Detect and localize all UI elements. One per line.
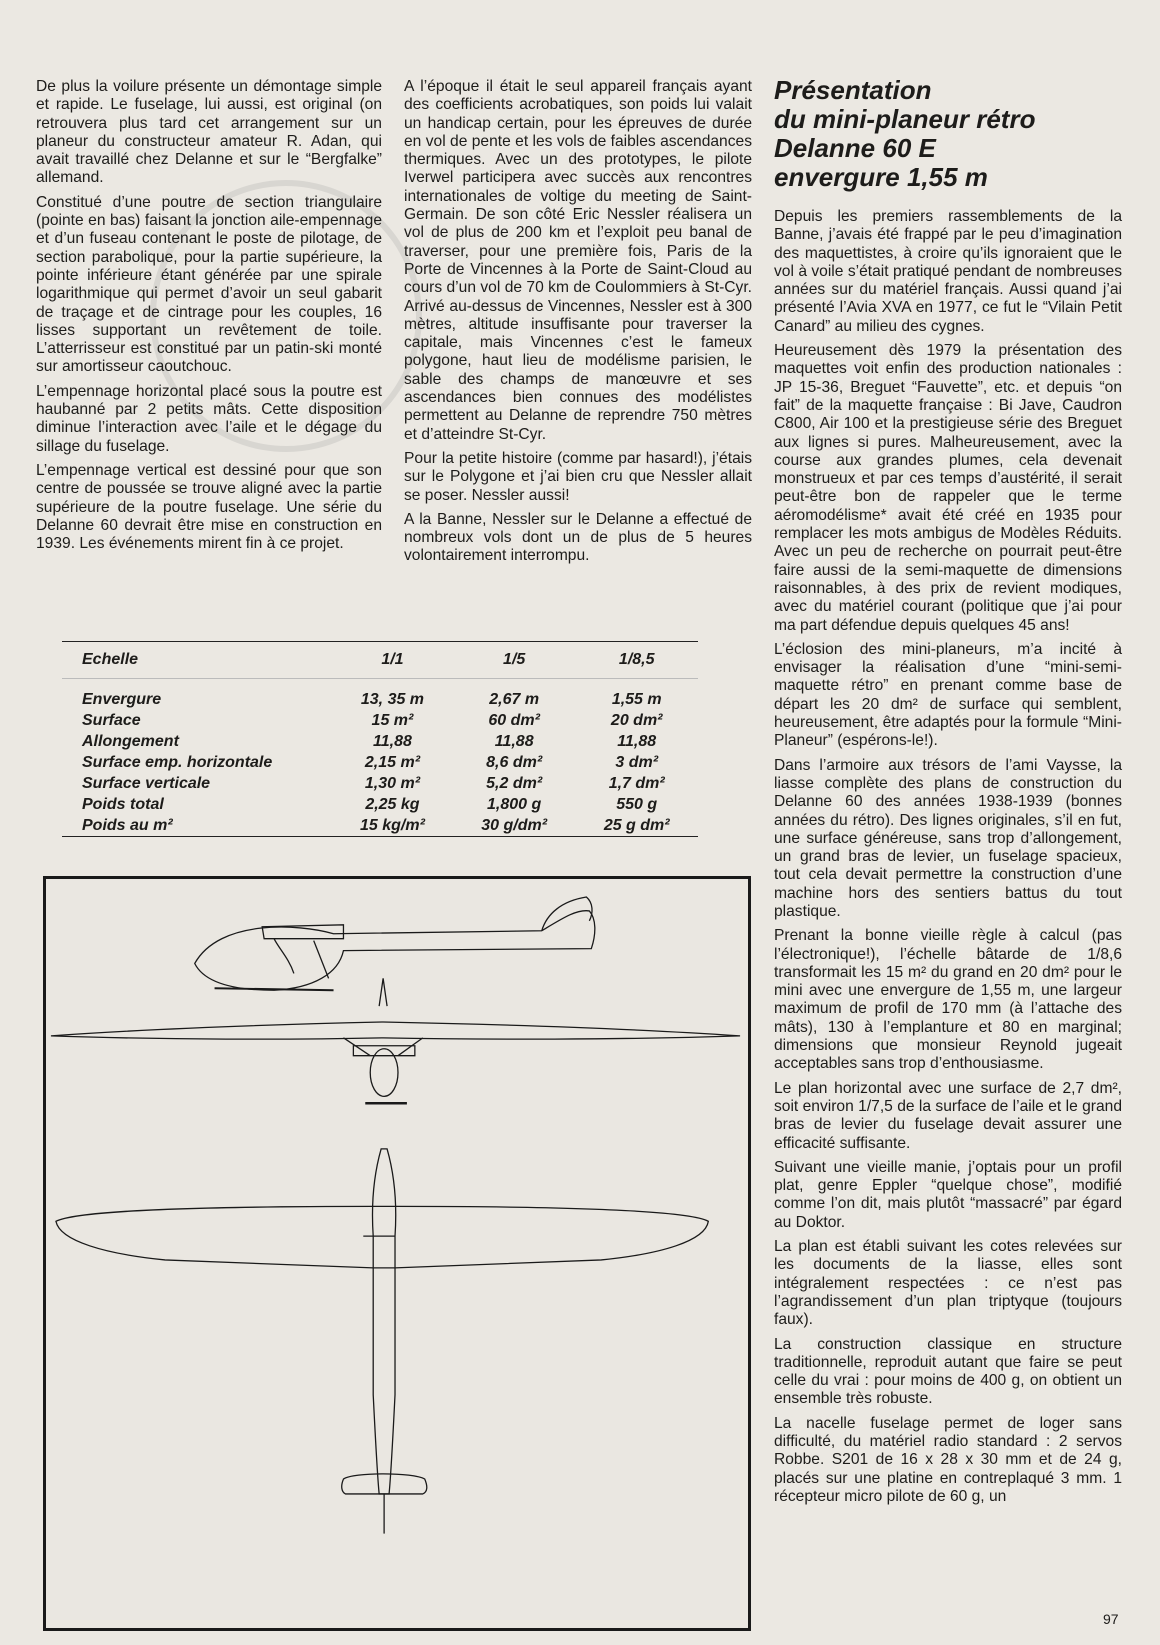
table-cell: 2,15 m² <box>364 753 421 771</box>
paragraph: Heureusement dès 1979 la présentation des maquettes voit enfin des production nationales : JP 15-36, Breguet “Fauvette”, etc. et depuis “on fait” de la maquette française : Bi Jave, Caudron C800, Air 100 et la prestigieuse série des Breguet aux lignes si pures. Malheureusement, avec la course aux grandes plumes, cela devenait monstrueux et par ces temps d’austérité, il serait peut-être bon de rappeler que le terme aéromodélisme* avait été créé en 1935 pour remplacer les mots ambigus de Modèles Réduits. Avec un peu de recherche on pourrait peut-être faire aussi de la semi-maquette de dimensions raisonnables, à des prix de revient modiques, avec du matériel courant (politique que j’ai pour ma part défendue depuis quelques 45 ans! <box>774 342 1122 634</box>
paragraph: De plus la voilure présente un démontage simple et rapide. Le fuselage, lui aussi, est original (on retrouvera plus tard cet arrangement sur un planeur du constructeur amateur R. Adan, qui avait travaillé chez Delanne et sur le “Bergfalke” allemand. <box>36 78 382 187</box>
paragraph: Pour la petite histoire (comme par hasard!), j’étais sur le Polygone et j’ai bien cru que Nessler allait se poser. Nessler aussi! <box>404 449 752 504</box>
top-view <box>56 1149 708 1534</box>
table-cell: 8,6 dm² <box>486 753 543 771</box>
paragraph: Prenant la bonne vieille règle à calcul (pas l’électronique!), l’échelle bâtarde de 1/8,6 transformait les 15 m² du grand en 20 dm² pour le mini avec une envergure de 1,55 m, une largeur maximum de profil de 170 mm (à l’attache des mâts), 130 à l’emplanture et 80 en marginal; dimensions que monsieur Reynold jugeait acceptables sans trop d’enthousiasme. <box>774 927 1122 1073</box>
paragraph: Depuis les premiers rassemblements de la Banne, j’avais été frappé par le peu d’imagination des maquettistes, à croire qu’ils ignoraient que le vol à voile s’était pratiqué pendant de nombreuses années sur du matériel français. Aussi quand j’ai présenté l’Avia XVA en 1977, ce fut le “Vilain Petit Canard” au milieu des cygnes. <box>774 208 1122 335</box>
table-header-cell: 1/5 <box>453 642 576 679</box>
text-column-1 <box>36 78 382 559</box>
table-row <box>62 731 698 752</box>
table-cell: 25 g dm² <box>603 816 670 834</box>
table-cell: 1,55 m <box>611 690 662 708</box>
table-row <box>62 679 698 711</box>
paragraph: La plan est établi suivant les cotes relevées sur les documents de la liasse, elles sont intégralement respectées : ce n’est pas l’agrandissement d’un plan triptyque (toujours faux). <box>774 1238 1122 1329</box>
table-cell: 550 g <box>616 795 658 813</box>
table-cell: 3 dm² <box>615 753 659 771</box>
table-row <box>62 710 698 731</box>
table-header-cell: 1/1 <box>332 642 453 679</box>
table-header-cell: 1/8,5 <box>575 642 698 679</box>
table-row <box>62 815 698 836</box>
table-cell: 20 dm² <box>610 711 663 729</box>
table-cell: 11,88 <box>373 732 412 750</box>
table-cell: 1,800 g <box>487 795 542 813</box>
title-line: Delanne 60 E <box>774 133 936 163</box>
specifications-table <box>62 641 698 837</box>
table-cell: 1,30 m² <box>364 774 421 792</box>
paragraph: L’empennage vertical est dessiné pour que son centre de poussée se trouve aligné avec la partie supérieure de la poutre fuselage. Une série du Delanne 60 devrait être mise en construction en 1939. Les événements mirent fin à ce projet. <box>36 461 382 553</box>
paragraph: A l’époque il était le seul appareil français ayant des coefficients acrobatiques, son poids lui valait un handicap certain, pour les épreuves de durée en vol de pente et les vols de faibles ascendances thermiques. Avec un des prototypes, le pilote Iverwel participera avec succès aux rencontres internationales de voltige du meeting de Saint-Germain. De son côté Eric Nessler réalisera un vol de plus de 200 km et l’exploit peu banal de traverser, pour une première fois, Paris de la Porte de Vincennes à la Porte de Saint-Cloud au cours d’un vol de 70 km de Coulommiers à St-Cyr. Arrivé au-dessus de Vincennes, Nessler est à 300 mètres, altitude insuffisante pour traverser la capitale, mais Vincennes c’est le fameux polygone, haut lieu de modélisme parisien, le sable des champs de manœuvre et ses ascendances bien connues des modélistes permettent au Delanne de reprendre 750 mètres et d’atteindre St-Cyr. <box>404 78 752 443</box>
table-cell: Surface verticale <box>82 774 211 792</box>
table-cell: Envergure <box>82 690 162 708</box>
table-row <box>62 773 698 794</box>
table-cell: 2,25 kg <box>365 795 420 813</box>
paragraph: L’empennage horizontal placé sous la poutre est haubanné par 2 petits mâts. Cette disposition diminue l’interaction avec l’aile et le dégage du sillage du fuselage. <box>36 382 382 455</box>
table-cell: 13, 35 m <box>360 690 425 708</box>
article-title <box>774 76 1134 192</box>
title-line: envergure 1,55 m <box>774 162 988 192</box>
table-cell: Poids total <box>82 795 164 813</box>
table-row <box>62 794 698 815</box>
table-row <box>62 752 698 773</box>
paragraph: Dans l’armoire aux trésors de l’ami Vaysse, la liasse complète des plans de construction du Delanne 60 des années 1938-1939 (bonnes années du rétro). Des lignes originales, s’il en fut, une surface généreuse, sans trop d’allongement, un grand bras de levier, un fuselage spacieux, tout cela devait permettre la construction d’une machine hors des sentiers battus du tout plastique. <box>774 756 1122 920</box>
table-header-row <box>62 642 698 679</box>
text-column-3 <box>774 208 1122 1512</box>
text-column-2 <box>404 78 752 572</box>
table-cell: 15 kg/m² <box>359 816 425 834</box>
table-cell: 5,2 dm² <box>486 774 543 792</box>
paragraph: Constitué d’une poutre de section triangulaire (pointe en bas) faisant la jonction aile-empennage et d’un fuseau contenant le poste de pilotage, de section parabolique, pour la partie supérieure, la pointe inférieure étant générée par une spirale logarithmique qui permet d’avoir un seul gabarit de traçage et de cintrage pour les couples, 16 lisses supportant un revêtement de toile. L’atterrisseur est constitué par un patin-ski monté sur amortisseur caoutchouc. <box>36 193 382 376</box>
side-view <box>195 897 595 990</box>
table-cell: Surface <box>82 711 141 729</box>
table-header-cell: Echelle <box>62 642 332 679</box>
three-view-drawing <box>43 876 751 1631</box>
page-number: 97 <box>1103 1611 1119 1627</box>
table-cell: 15 m² <box>371 711 414 729</box>
glider-plan-svg <box>46 879 748 1628</box>
paragraph: L’éclosion des mini-planeurs, m’a incité à envisager la réalisation d’une “mini-semi-maquette rétro” en prenant comme base de départ les 20 dm² de surface qui semblent, heureusement, être adaptés pour la formule “Mini-Planeur” (espérons-le!). <box>774 640 1122 750</box>
title-line: du mini-planeur rétro <box>774 104 1036 134</box>
table-cell: 11,88 <box>617 732 657 750</box>
table-cell: Poids au m² <box>82 816 173 834</box>
paragraph: La nacelle fuselage permet de loger sans difficulté, du matériel radio standard : 2 servos Robbe. S201 de 16 x 28 x 30 mm et de 24 g, placés sur une platine en contreplaqué 3 mm. 1 récepteur micro pilote de 60 g, un <box>774 1414 1122 1505</box>
table-cell: Surface emp. horizontale <box>82 753 273 771</box>
paragraph: Le plan horizontal avec une surface de 2,7 dm², soit environ 1/7,5 de la surface de l’aile et le grand bras de levier du fuselage devait assurer une efficacité suffisante. <box>774 1079 1122 1152</box>
title-line: Présentation <box>774 75 932 105</box>
paragraph: La construction classique en structure traditionnelle, reproduit autant que faire se peut celle du vrai : pour moins de 400 g, on obtient un ensemble très robuste. <box>774 1335 1122 1408</box>
table-cell: 2,67 m <box>489 690 540 708</box>
table-cell: 30 g/dm² <box>481 816 548 834</box>
front-view <box>51 978 740 1103</box>
table-cell: 11,88 <box>494 732 534 750</box>
table-cell: 60 dm² <box>488 711 540 729</box>
table-cell: Allongement <box>82 732 179 750</box>
table-cell: 1,7 dm² <box>608 774 665 792</box>
paragraph: Suivant une vieille manie, j’optais pour un profil plat, genre Eppler “quelque chose”, modifié comme l’on dit, mais plutôt “massacré” par égard au Doktor. <box>774 1158 1122 1231</box>
paragraph: A la Banne, Nessler sur le Delanne a effectué de nombreux vols dont un de plus de 5 heures volontairement interrompu. <box>404 510 752 565</box>
